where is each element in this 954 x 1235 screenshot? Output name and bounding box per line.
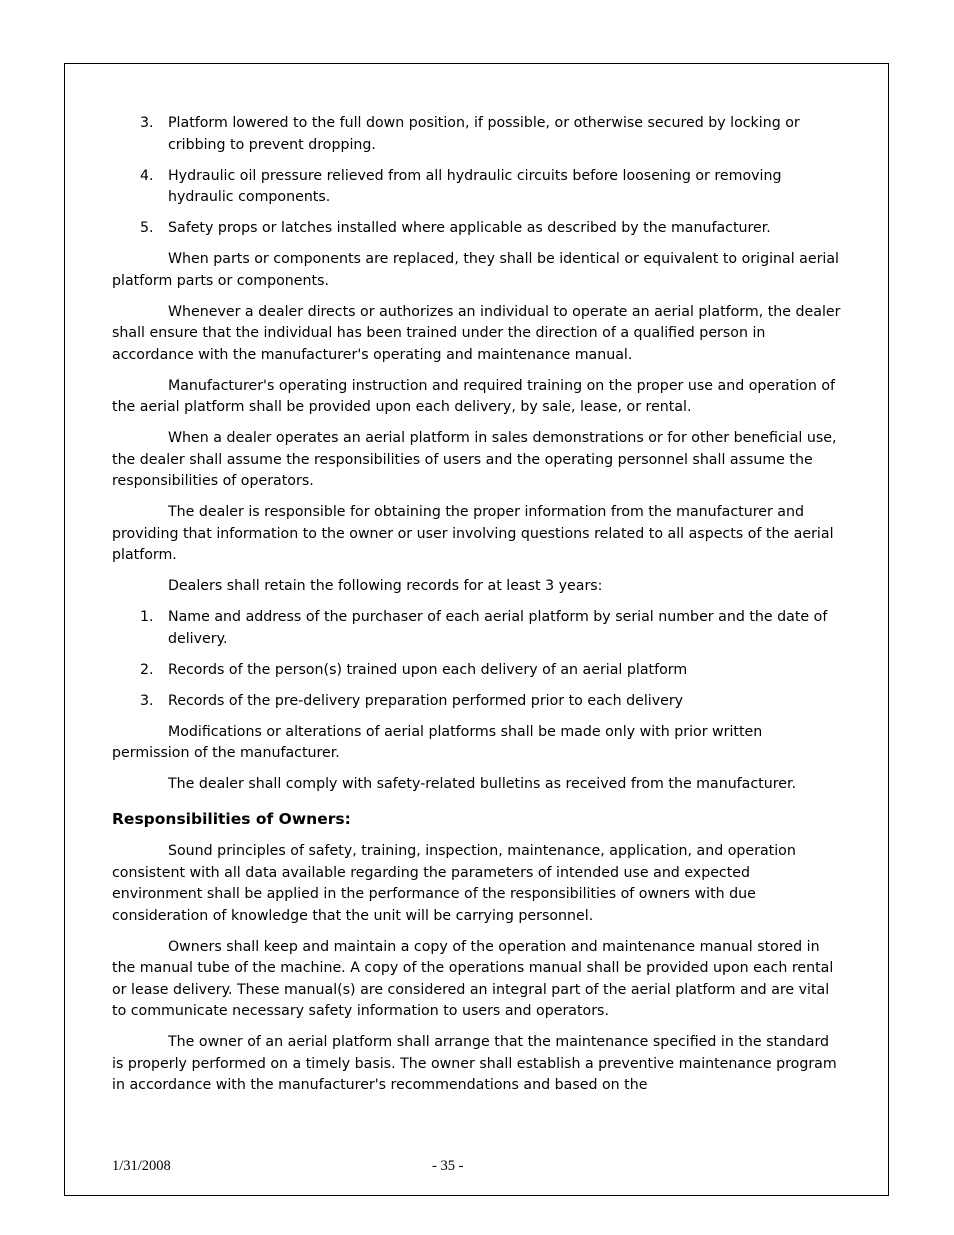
numbered-list-item: [112, 691, 844, 713]
list-item-text: Records of the person(s) trained upon each delivery of an aerial platform: [168, 661, 688, 678]
paragraph: When a dealer operates an aerial platform in sales demonstrations or for other beneficial use, the dealer shall assume the responsibilities of users and the operating personnel shall assume the responsibilities of operators.: [112, 430, 837, 489]
paragraph: Sound principles of safety, training, inspection, maintenance, application, and operation consistent with all data available regarding the parameters of intended use and expected environment shall be applied in the performance of the responsibilities of owners with due consideration of knowledge that the unit will be carrying personnel.: [112, 843, 796, 924]
paragraph: Whenever a dealer directs or authorizes an individual to operate an aerial platform, the dealer shall ensure that the individual has been trained under the direction of a qualified person in accordance with the manufacturer's operating and maintenance manual.: [112, 303, 841, 363]
numbered-list-item: [112, 660, 844, 682]
list-item-text: Name and address of the purchaser of each aerial platform by serial number and the date of delivery.: [168, 609, 828, 647]
paragraph: Manufacturer's operating instruction and required training on the proper use and operation of the aerial platform shall be provided upon each delivery, by sale, lease, or rental.: [112, 377, 836, 415]
footer-date: 1/31/2008: [112, 1158, 171, 1174]
list-item-text: Safety props or latches installed where applicable as described by the manufacturer.: [168, 220, 771, 236]
page-content: [112, 113, 844, 1106]
numbered-list-item: [112, 166, 844, 209]
paragraph: The dealer shall comply with safety-related bulletins as received from the manufacturer.: [168, 776, 797, 792]
list-item-text: Records of the pre-delivery preparation performed prior to each delivery: [168, 692, 684, 709]
list-item-text: Platform lowered to the full down position, if possible, or otherwise secured by locking or cribbing to prevent dropping.: [168, 115, 800, 153]
list-item-text: Hydraulic oil pressure relieved from all hydraulic circuits before loosening or removing hydraulic components.: [168, 167, 782, 205]
paragraph: When parts or components are replaced, they shall be identical or equivalent to original aerial platform parts or components.: [112, 251, 839, 289]
list-item-number: 1.: [140, 609, 154, 625]
paragraph: The dealer is responsible for obtaining the proper information from the manufacturer and providing that information to the owner or user involving questions related to all aspects of the aerial platform.: [112, 504, 834, 563]
paragraph: Modifications or alterations of aerial platforms shall be made only with prior written permission of the manufacturer.: [112, 723, 763, 761]
section-heading: Responsibilities of Owners:: [112, 809, 351, 828]
numbered-list-item: [112, 218, 844, 240]
paragraph: Owners shall keep and maintain a copy of the operation and maintenance manual stored in the manual tube of the machine. A copy of the operations manual shall be provided upon each rental or lease delivery. These manual(s) are considered an integral part of the aerial platform and are vital to communicate necessary safety information to users and operators.: [112, 938, 834, 1019]
paragraph: The owner of an aerial platform shall arrange that the maintenance specified in the standard is properly performed on a timely basis. The owner shall establish a preventive maintenance program in accordance with the manufacturer's recommendations and based on the: [112, 1034, 837, 1093]
list-item-number: 3.: [140, 115, 154, 131]
numbered-list-item: [112, 607, 844, 650]
list-item-number: 2.: [140, 661, 154, 678]
numbered-list-item: [112, 113, 844, 156]
list-item-number: 3.: [140, 692, 154, 709]
list-item-number: 4.: [140, 167, 154, 184]
footer-page-number: - 35 -: [432, 1158, 464, 1174]
paragraph: Dealers shall retain the following records for at least 3 years:: [168, 578, 603, 594]
list-item-number: 5.: [140, 220, 154, 236]
